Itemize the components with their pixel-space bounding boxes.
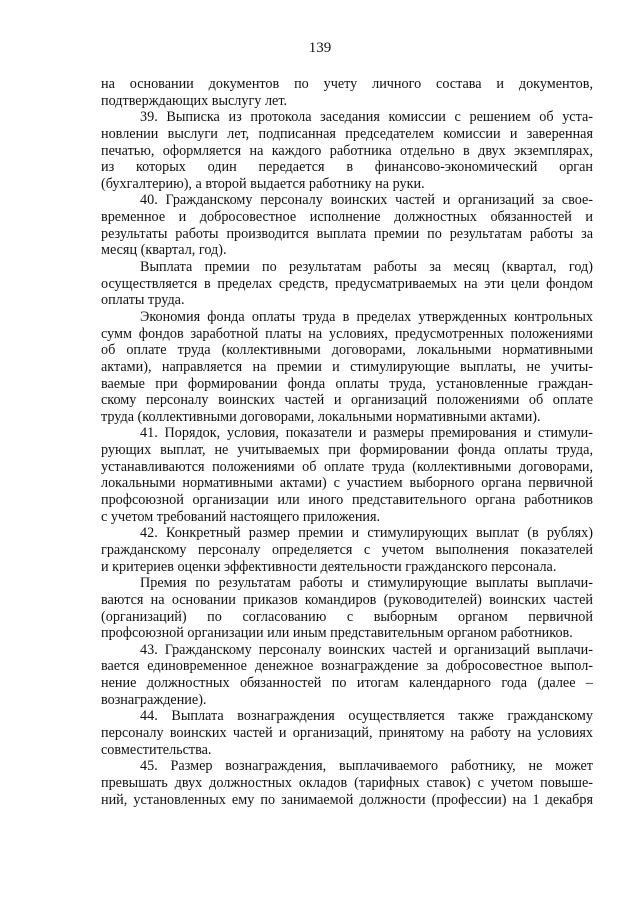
text-line: 41. Порядок, условия, показатели и размеры премирования и стимули- [140,425,593,442]
text-line: персоналу воинских частей и организаций, принятому на работу на условиях [101,724,593,741]
text-line: гражданскому персоналу определяется с учетом выполнения показателей [101,541,593,558]
text-line: 45. Размер вознаграждения, выплачиваемого работнику, не может [140,758,593,775]
page-number: 139 [308,40,332,56]
text-line: новлении выслуги лет, подписанная председателем комиссии и заверенная [101,125,593,142]
text-line: с учетом требований настоящего приложения. [101,508,381,525]
text-line: Экономия фонда оплаты труда в пределах утвержденных контрольных [140,308,593,325]
text-line: 39. Выписка из протокола заседания комиссии с решением об уста- [140,109,593,126]
text-line: устанавливаются положениями об оплате труда (коллективными договорами, [101,458,593,475]
text-line: временное и добросовестное исполнение должностных обязанностей и [101,209,593,226]
text-line: осуществляется в пределах средств, предусматриваемых на эти цели фондом [101,275,593,292]
text-line: нение должностных обязанностей по итогам календарного года (далее – [101,675,593,692]
text-line: труда (коллективными договорами, локальными нормативными актами). [101,408,541,425]
text-line: скому персоналу воинских частей и организаций положениями об оплате [101,392,593,409]
text-line: результаты работы производится выплата премии по результатам работы за [101,225,593,242]
text-line: печатью, оформляется на каждого работника отдельно в двух экземплярах, [101,142,593,159]
text-line: 40. Гражданскому персоналу воинских частей и организаций за свое- [140,192,593,209]
text-line: вается единовременное денежное вознаграждение за добросовестное выпол- [101,658,593,675]
text-line: Премия по результатам работы и стимулирующие выплаты выплачи- [140,575,593,592]
text-line: на основании документов по учету личного состава и документов, [101,76,593,92]
text-line: совместительства. [101,741,212,758]
text-line: вознаграждение). [101,691,207,708]
text-line: (организаций) по согласованию с выборным органом первичной [101,608,593,625]
text-line: 44. Выплата вознаграждения осуществляется также гражданскому [140,708,593,725]
text-line: оплаты труда. [101,292,185,309]
text-line: 42. Конкретный размер премии и стимулирующих выплат (в рублях) [140,525,593,542]
text-line: сумм фондов заработной платы на условиях, предусмотренных положениями [101,325,593,342]
text-line: об оплате труда (коллективными договорами, локальными нормативными [101,342,593,359]
text-line: рующих выплат, не учитываемых при формировании фонда оплаты труда, [101,442,593,459]
text-line: ваются на основании приказов командиров (руководителей) воинских частей [101,591,593,608]
text-line: и критериев оценки эффективности деятельности гражданского персонала. [101,558,557,575]
text-line: профсоюзной организации или иного представительного органа работников [101,492,593,509]
document-body [101,76,593,808]
text-line: Выплата премии по результатам работы за месяц (квартал, год) [140,259,593,276]
text-line: из которых один передается в финансово-экономический орган [101,159,593,176]
text-line: превышать двух должностных окладов (тарифных ставок) с учетом повыше- [101,774,593,791]
text-line: профсоюзной организации или иным представительным органом работников. [101,625,573,642]
text-line: месяц (квартал, год). [101,242,227,259]
text-line: подтверждающих выслугу лет. [101,92,287,109]
text-line: локальными нормативными актами) с участием выборного органа первичной [101,475,593,492]
text-line: 43. Гражданскому персоналу воинских частей и организаций выплачи- [140,641,593,658]
text-line: ний, установленных ему по занимаемой должности (профессии) на 1 декабря [101,791,593,808]
text-line: (бухгалтерию), а второй выдается работнику на руки. [101,175,425,192]
text-line: ваемые при формировании фонда оплаты труда, установленные граждан- [101,375,593,392]
text-line: актами), направляется на премии и стимулирующие выплаты, не учиты- [101,358,593,375]
